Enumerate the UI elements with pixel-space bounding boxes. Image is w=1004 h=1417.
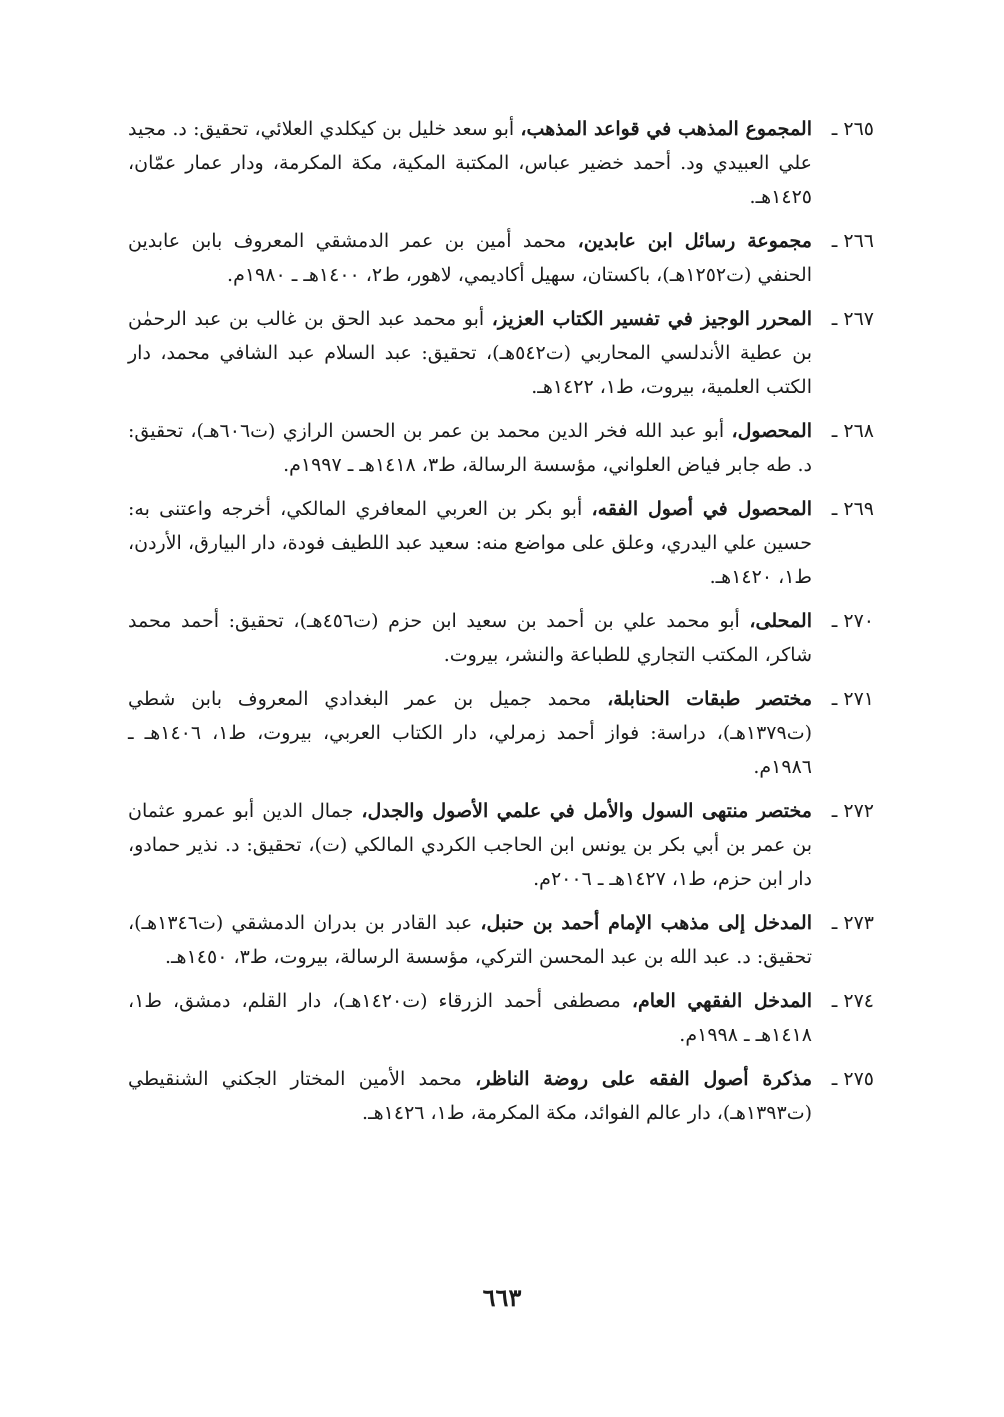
entry-title: المجموع المذهب في قواعد المذهب، xyxy=(520,118,813,140)
entry-body xyxy=(128,224,812,292)
bibliography-entry xyxy=(128,224,874,292)
entry-body xyxy=(128,414,812,482)
entry-title: مختصر طبقات الحنابلة، xyxy=(607,688,812,710)
bibliography-entry xyxy=(128,302,874,404)
entry-body xyxy=(128,302,812,404)
bibliography-entry xyxy=(128,794,874,896)
bibliography-entry xyxy=(128,984,874,1052)
bibliography-entry xyxy=(128,604,874,672)
entry-text: أبو عبد الله فخر الدين محمد بن عمر بن الحسن الرازي (ت٦٠٦هـ)، تحقيق: د. طه جابر فياض العلواني، مؤسسة الرسالة، ط٣، ١٤١٨هـ ـ ١٩٩٧م. xyxy=(128,420,812,476)
bibliography-entry xyxy=(128,414,874,482)
entry-text: أبو محمد علي بن أحمد بن سعيد ابن حزم (ت٤٥٦هـ)، تحقيق: أحمد محمد شاكر، المكتب التجاري للطباعة والنشر، بيروت. xyxy=(128,610,812,666)
bibliography-entry xyxy=(128,112,874,214)
entry-number: ٢٦٧ ـ xyxy=(831,308,874,330)
entry-title: المحصول في أصول الفقه، xyxy=(591,498,812,520)
entry-body xyxy=(128,794,812,896)
entry-text: أبو بكر بن العربي المعافري المالكي، أخرجه واعتنى به: حسين علي اليدري، وعلق على مواضع منه: سعيد عبد اللطيف فودة، دار البيارق، الأردن، ط١، ١٤٢٠هـ. xyxy=(128,498,812,588)
entry-number: ٢٧٣ ـ xyxy=(831,912,874,934)
entry-number: ٢٧١ ـ xyxy=(831,688,874,710)
entry-body xyxy=(128,984,812,1052)
entry-body xyxy=(128,604,812,672)
entry-title: المحصول، xyxy=(731,420,812,442)
entry-number: ٢٧٤ ـ xyxy=(831,990,874,1012)
entry-number: ٢٧٥ ـ xyxy=(831,1068,874,1090)
entry-text: محمد الأمين المختار الجكني الشنقيطي (ت١٣٩٣هـ)، دار عالم الفوائد، مكة المكرمة، ط١، ١٤٢٦هـ. xyxy=(128,1068,812,1124)
entry-number: ٢٧٢ ـ xyxy=(831,800,874,822)
entry-title: المحرر الوجيز في تفسير الكتاب العزيز، xyxy=(491,308,812,330)
entry-text: مصطفى أحمد الزرقاء (ت١٤٢٠هـ)، دار القلم، دمشق، ط١، ١٤١٨هـ ـ ١٩٩٨م. xyxy=(128,990,812,1046)
entry-text: عبد القادر بن بدران الدمشقي (ت١٣٤٦هـ)، تحقيق: د. عبد الله بن عبد المحسن التركي، مؤسسة الرسالة، بيروت، ط٣، ١٤٥٠هـ. xyxy=(128,912,812,968)
entry-title: مجموعة رسائل ابن عابدين، xyxy=(577,230,812,252)
entry-text: محمد أمين بن عمر الدمشقي المعروف بابن عابدين الحنفي (ت١٢٥٢هـ)، باكستان، سهيل أكاديمي، لاهور، ط٢، ١٤٠٠هـ ـ ١٩٨٠م. xyxy=(128,230,812,286)
entry-body xyxy=(128,492,812,594)
entry-title: مذكرة أصول الفقه على روضة الناظر، xyxy=(475,1068,812,1090)
entry-text: جمال الدين أبو عمرو عثمان بن عمر بن أبي بكر بن يونس ابن الحاجب الكردي المالكي (ت)، تحقيق: د. نذير حمادو، دار ابن حزم، ط١، ١٤٢٧هـ ـ ٢٠٠٦م. xyxy=(128,800,812,890)
entry-text: أبو محمد عبد الحق بن غالب بن عبد الرحمٰن بن عطية الأندلسي المحاربي (ت٥٤٢هـ)، تحقيق: عبد السلام عبد الشافي محمد، دار الكتب العلمية، بيروت، ط١، ١٤٢٢هـ. xyxy=(128,308,812,398)
page-number: ٦٦٣ xyxy=(482,1283,522,1312)
entry-number: ٢٦٥ ـ xyxy=(831,118,874,140)
entry-number: ٢٦٨ ـ xyxy=(831,420,874,442)
bibliography-entry xyxy=(128,906,874,974)
entry-title: مختصر منتهى السول والأمل في علمي الأصول والجدل، xyxy=(361,800,812,822)
entry-number: ٢٧٠ ـ xyxy=(831,610,874,632)
entry-title: المدخل إلى مذهب الإمام أحمد بن حنبل، xyxy=(480,912,812,934)
entry-text: أبو سعد خليل بن كيكلدي العلائي، تحقيق: د. مجيد علي العبيدي ود. أحمد خضير عباس، المكتبة المكية، مكة المكرمة، ودار عمار عمّان، ١٤٢٥هـ. xyxy=(128,118,812,208)
entry-body xyxy=(128,682,812,784)
bibliography-entry xyxy=(128,1062,874,1130)
bibliography-entry xyxy=(128,492,874,594)
entry-title: المدخل الفقهي العام، xyxy=(631,990,812,1012)
bibliography-list xyxy=(128,112,874,1140)
entry-title: المحلى، xyxy=(749,610,812,632)
entry-body xyxy=(128,1062,812,1130)
entry-number: ٢٦٦ ـ xyxy=(831,230,874,252)
entry-body xyxy=(128,906,812,974)
entry-number: ٢٦٩ ـ xyxy=(831,498,874,520)
entry-text: محمد جميل بن عمر البغدادي المعروف بابن شطي (ت١٣٧٩هـ)، دراسة: فواز أحمد زمرلي، دار الكتاب العربي، بيروت، ط١، ١٤٠٦هـ ـ ١٩٨٦م. xyxy=(128,688,813,778)
entry-body xyxy=(128,112,812,214)
bibliography-entry xyxy=(128,682,874,784)
